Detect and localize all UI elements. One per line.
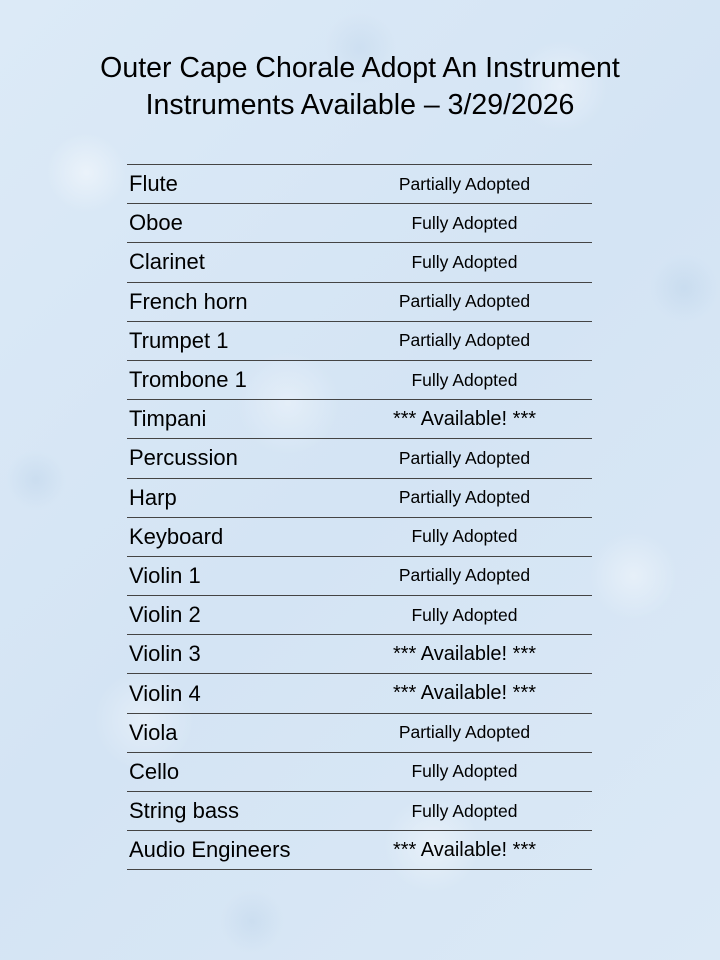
table-row <box>127 204 592 243</box>
table-row <box>127 831 592 870</box>
instrument-name: French horn <box>129 288 248 314</box>
instrument-table <box>127 164 592 870</box>
instrument-name: String bass <box>129 798 240 824</box>
instrument-status: Partially Adopted <box>398 487 531 508</box>
table-row <box>127 439 592 478</box>
instrument-status: *** Available! *** <box>392 642 537 665</box>
instrument-status: *** Available! *** <box>392 838 537 861</box>
instrument-name: Cello <box>129 758 180 784</box>
instrument-status: Fully Adopted <box>411 800 518 821</box>
instrument-name: Keyboard <box>129 523 224 549</box>
instrument-status: *** Available! *** <box>392 682 537 705</box>
instrument-status: Partially Adopted <box>398 291 531 312</box>
instrument-status: *** Available! *** <box>392 407 537 430</box>
instrument-status: Fully Adopted <box>411 604 518 625</box>
table-row <box>127 321 592 360</box>
table-row <box>127 752 592 791</box>
instrument-name: Flute <box>129 171 178 197</box>
table-row <box>127 400 592 439</box>
table-row <box>127 674 592 713</box>
instrument-name: Trumpet 1 <box>129 327 229 353</box>
instrument-status: Partially Adopted <box>398 330 531 351</box>
instrument-status: Fully Adopted <box>411 212 518 233</box>
instrument-name: Percussion <box>129 445 238 471</box>
page-title <box>0 50 720 124</box>
instrument-name: Timpani <box>129 406 207 432</box>
table-row <box>127 165 592 204</box>
instrument-status: Partially Adopted <box>398 173 531 194</box>
table-row <box>127 243 592 282</box>
instrument-table-body <box>127 165 592 870</box>
instrument-status: Partially Adopted <box>398 447 531 468</box>
instrument-status: Fully Adopted <box>411 526 518 547</box>
instrument-name: Clarinet <box>129 249 205 275</box>
instrument-name: Oboe <box>129 210 183 236</box>
title-line-1: Outer Cape Chorale Adopt An Instrument <box>100 52 620 84</box>
table-row <box>127 360 592 399</box>
table-row <box>127 596 592 635</box>
table-row <box>127 792 592 831</box>
table-row <box>127 635 592 674</box>
instrument-status: Partially Adopted <box>398 565 531 586</box>
instrument-name: Trombone 1 <box>129 367 247 393</box>
instrument-name: Viola <box>129 719 178 745</box>
table-row <box>127 713 592 752</box>
instrument-status: Fully Adopted <box>411 761 518 782</box>
instrument-status: Partially Adopted <box>398 722 531 743</box>
instrument-name: Violin 4 <box>129 680 201 706</box>
instrument-name: Violin 1 <box>129 562 201 588</box>
instrument-status: Fully Adopted <box>411 251 518 272</box>
instrument-status: Fully Adopted <box>411 369 518 390</box>
instrument-name: Harp <box>129 484 177 510</box>
instrument-name: Violin 2 <box>129 602 201 628</box>
table-row <box>127 517 592 556</box>
instrument-name: Audio Engineers <box>129 837 291 863</box>
table-row <box>127 282 592 321</box>
instrument-name: Violin 3 <box>129 641 201 667</box>
title-line-2: Instruments Available – 3/29/2026 <box>145 89 575 121</box>
table-row <box>127 478 592 517</box>
table-row <box>127 556 592 595</box>
